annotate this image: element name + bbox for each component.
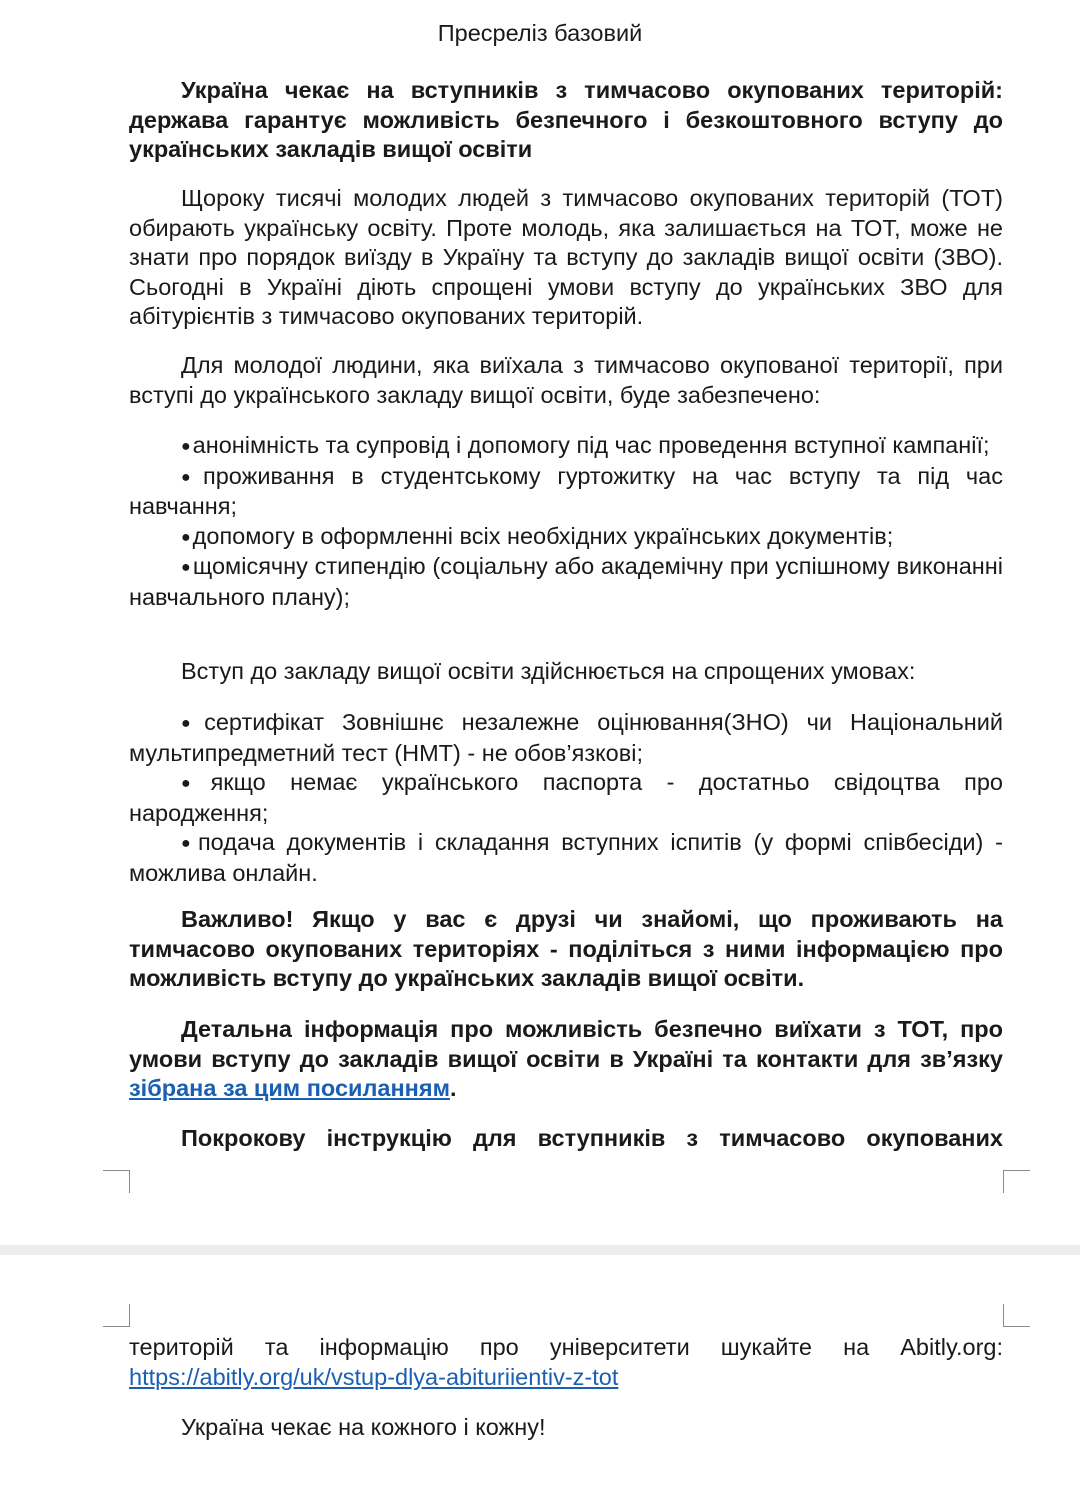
bullet-icon: ● <box>181 715 203 732</box>
instruction-block-part2 <box>129 1333 1003 1392</box>
page-corner-mark <box>103 1170 130 1193</box>
bullet-icon: ● <box>181 835 196 852</box>
bullet-icon: ● <box>181 775 209 792</box>
document-title: Пресреліз базовий <box>437 20 643 46</box>
intro-paragraph: Щороку тисячі молодих людей з тимчасово окупованих територій (ТОТ) обирають українську освіту. Проте молодь, яка залишається на ТОТ, може не знати про порядок виїзду в Україну та вступу до закладів вищої освіти (ЗВО). Сьогодні в Україні діють спрощені умови вступу до українських ЗВО для абітурієнтів з тимчасово окупованих територій. <box>129 185 1003 329</box>
provided-list <box>129 431 1003 612</box>
details-paragraph: Детальна інформація про можливість безпечно виїхати з ТОТ, про умови вступу до закладів вищої освіти в Україні та контакти для зв’язку зібрана за цим посиланням. <box>129 1016 1003 1101</box>
list-item: ●щомісячну стипендію (соціальну або академічну при успішному виконанні навчального плану); <box>129 553 1003 610</box>
headline-block <box>129 76 1003 165</box>
page-corner-mark <box>1003 1304 1030 1327</box>
page-corner-mark <box>103 1304 130 1327</box>
important-block <box>129 905 1003 994</box>
bullet-icon: ● <box>181 528 191 546</box>
abitly-link[interactable]: https://abitly.org/uk/vstup-dlya-abituriientiv-z-tot <box>129 1363 619 1390</box>
intro-block <box>129 184 1003 332</box>
conditions-list <box>129 708 1003 888</box>
conditions-intro: Вступ до закладу вищої освіти здійснюється на спрощених умовах: <box>181 658 916 684</box>
list-item: ●сертифікат Зовнішнє незалежне оцінювання(ЗНО) чи Національний мультипредметний тест (НМТ) - не обов’язкові; <box>129 709 1003 766</box>
list-item: ●допомогу в оформленні всіх необхідних українських документів; <box>181 522 894 549</box>
provided-block <box>129 351 1003 410</box>
instruction-block-part1 <box>129 1124 1003 1154</box>
details-block <box>129 1015 1003 1104</box>
bullet-icon: ● <box>181 438 191 455</box>
bullet-icon: ● <box>181 559 191 576</box>
headline: Україна чекає на вступників з тимчасово окупованих територій: держава гарантує можливість безпечного і безкоштовного вступу до українських закладів вищої освіти <box>129 77 1003 162</box>
list-item: ●подача документів і складання вступних іспитів (у формі співбесіди) - можлива онлайн. <box>129 829 1003 886</box>
important-paragraph: Важливо! Якщо у вас є друзі чи знайомі, що проживають на тимчасово окупованих територіях - поділіться з ними інформацією про можливість вступу до українських закладів вищої освіти. <box>129 906 1003 991</box>
provided-intro: Для молодої людини, яка виїхала з тимчасово окупованої території, при вступі до українського закладу вищої освіти, буде забезпечено: <box>129 352 1003 408</box>
bullet-icon: ● <box>181 468 202 486</box>
instruction-paragraph-end: територій та інформацію про університети шукайте на Abitly.org: https://abitly.org/uk/vstup-dlya-abituriientiv-z-tot <box>129 1334 1003 1390</box>
closing-block <box>129 1413 1003 1443</box>
list-item: ●проживання в студентському гуртожитку на час вступу та під час навчання; <box>129 462 1003 519</box>
page-break <box>0 1245 1080 1255</box>
list-item: ●якщо немає українського паспорта - достатньо свідоцтва про народження; <box>129 769 1003 826</box>
details-link[interactable]: зібрана за цим посиланням <box>129 1075 450 1101</box>
conditions-block <box>129 657 1003 687</box>
document-page-2 <box>0 1255 1080 1510</box>
list-item: ●анонімність та супровід і допомогу під час проведення вступної кампанії; <box>181 432 990 458</box>
page-corner-mark <box>1003 1170 1030 1193</box>
closing-line: Україна чекає на кожного і кожну! <box>181 1414 546 1440</box>
instruction-paragraph-start: Покрокову інструкцію для вступників з тимчасово окупованих <box>181 1125 1003 1151</box>
